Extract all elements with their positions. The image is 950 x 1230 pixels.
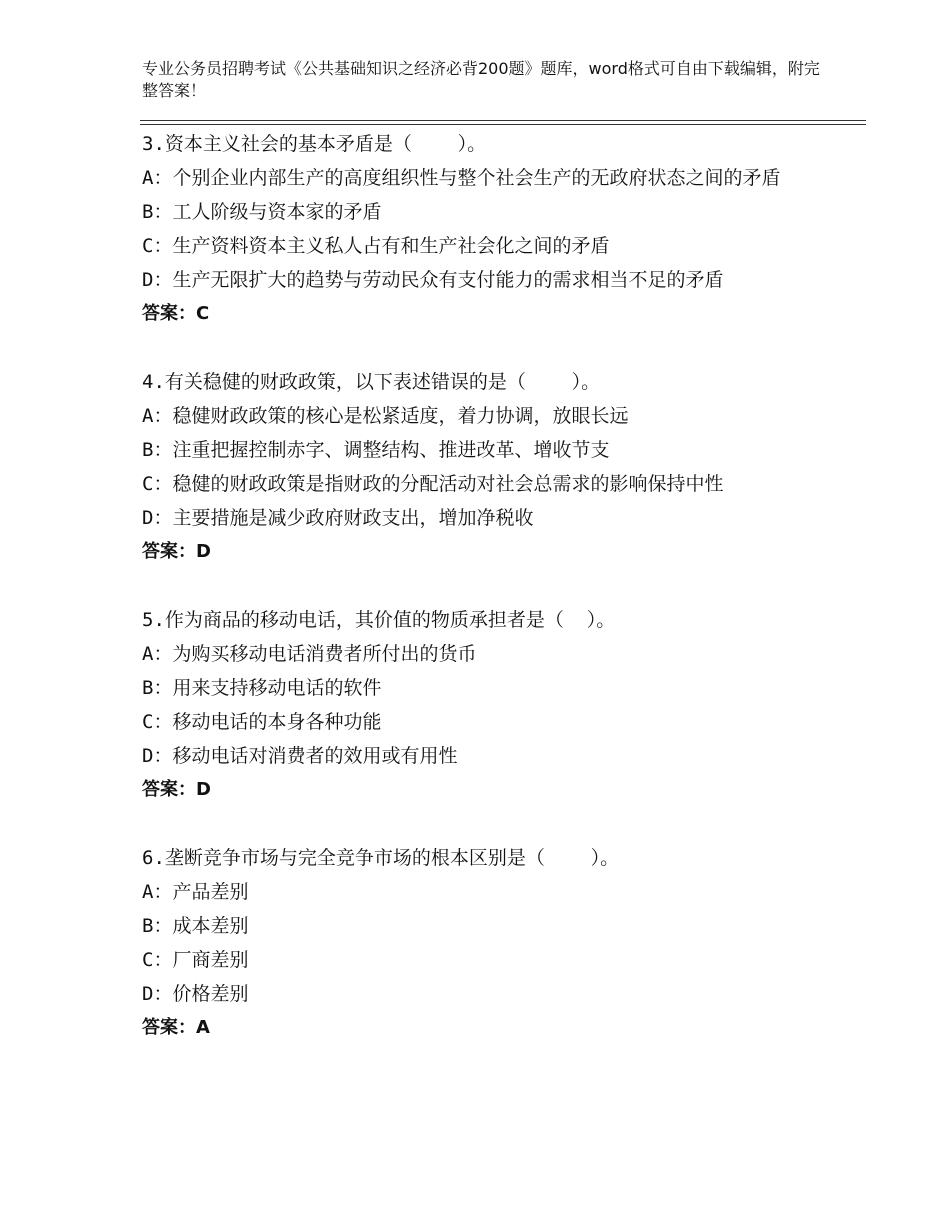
option-d: D：价格差别 bbox=[142, 983, 249, 1005]
answer-label: 答案：A bbox=[142, 1017, 210, 1038]
question-5 bbox=[142, 603, 822, 807]
question-stem: 5.作为商品的移动电话，其价值的物质承担者是（ ）。 bbox=[142, 609, 616, 631]
answer-label: 答案：C bbox=[142, 303, 210, 324]
option-c: C：移动电话的本身各种功能 bbox=[142, 711, 382, 733]
option-a: A：稳健财政政策的核心是松紧适度，着力协调，放眼长远 bbox=[142, 405, 629, 427]
document-header: 专业公务员招聘考试《公共基础知识之经济必背200题》题库，word格式可自由下载编辑，附完整答案！ bbox=[142, 59, 820, 100]
question-stem: 4.有关稳健的财政政策，以下表述错误的是（ ）。 bbox=[142, 371, 601, 393]
option-a: A：为购买移动电话消费者所付出的货币 bbox=[142, 643, 477, 665]
question-3 bbox=[142, 127, 822, 331]
question-stem: 3.资本主义社会的基本矛盾是（ ）。 bbox=[142, 133, 487, 155]
question-6 bbox=[142, 841, 822, 1045]
option-a: A：个别企业内部生产的高度组织性与整个社会生产的无政府状态之间的矛盾 bbox=[142, 167, 781, 189]
option-b: B：用来支持移动电话的软件 bbox=[142, 677, 382, 699]
question-4 bbox=[142, 365, 822, 569]
option-c: C：稳健的财政政策是指财政的分配活动对社会总需求的影响保持中性 bbox=[142, 473, 724, 495]
question-stem: 6.垄断竞争市场与完全竞争市场的根本区别是（ ）。 bbox=[142, 847, 620, 869]
option-c: C：生产资料资本主义私人占有和生产社会化之间的矛盾 bbox=[142, 235, 610, 257]
answer-label: 答案：D bbox=[142, 541, 211, 562]
header-divider bbox=[140, 120, 866, 125]
option-b: B：工人阶级与资本家的矛盾 bbox=[142, 201, 382, 223]
option-b: B：注重把握控制赤字、调整结构、推进改革、增收节支 bbox=[142, 439, 610, 461]
option-d: D：移动电话对消费者的效用或有用性 bbox=[142, 745, 458, 767]
answer-label: 答案：D bbox=[142, 779, 211, 800]
question-list bbox=[142, 127, 822, 1045]
option-b: B：成本差别 bbox=[142, 915, 249, 937]
option-a: A：产品差别 bbox=[142, 881, 249, 903]
option-d: D：生产无限扩大的趋势与劳动民众有支付能力的需求相当不足的矛盾 bbox=[142, 269, 724, 291]
option-c: C：厂商差别 bbox=[142, 949, 249, 971]
option-d: D：主要措施是减少政府财政支出，增加净税收 bbox=[142, 507, 534, 529]
